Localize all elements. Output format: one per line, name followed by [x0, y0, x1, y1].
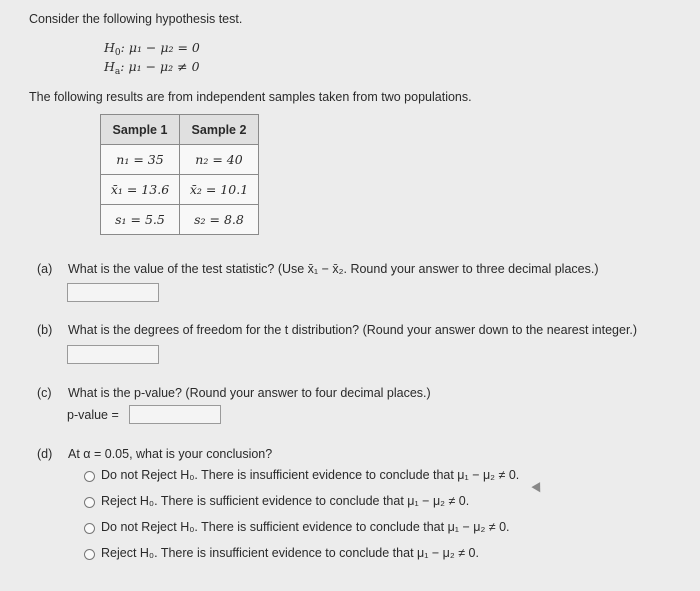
mouse-cursor-icon	[531, 482, 544, 495]
alt-hypothesis-expr: : μ₁ − μ₂ ≠ 0	[120, 59, 200, 74]
part-b-letter: (b)	[37, 323, 53, 337]
option-1-label[interactable]: Do not Reject H₀. There is insufficient evidence to conclude that μ₁ − μ₂ ≠ 0.	[101, 468, 520, 482]
header-sample-2: Sample 2	[180, 115, 259, 145]
cell-s2: s₂ = 8.8	[180, 205, 259, 235]
radio-option-3[interactable]	[84, 523, 95, 534]
option-4-label[interactable]: Reject H₀. There is insufficient evidence to conclude that μ₁ − μ₂ ≠ 0.	[101, 546, 479, 560]
cell-n2: n₂ = 40	[180, 145, 259, 175]
part-c-letter: (c)	[37, 386, 52, 400]
cell-x2: x̄₂ = 10.1	[180, 175, 259, 205]
part-b-question: What is the degrees of freedom for the t distribution? (Round your answer down to the nearest integer.)	[68, 323, 638, 337]
header-sample-1: Sample 1	[101, 115, 180, 145]
cell-x1: x̄₁ = 13.6	[101, 175, 180, 205]
cell-n1: n₁ = 35	[101, 145, 180, 175]
option-2-label[interactable]: Reject H₀. There is sufficient evidence to conclude that μ₁ − μ₂ ≠ 0.	[101, 494, 470, 508]
cell-s1: s₁ = 5.5	[101, 205, 180, 235]
p-value-label: p-value =	[67, 408, 119, 422]
samples-intro-text: The following results are from independent samples taken from two populations.	[29, 90, 472, 104]
radio-option-2[interactable]	[84, 497, 95, 508]
null-hypothesis-expr: : μ₁ − μ₂ = 0	[120, 40, 200, 55]
table-header-row	[101, 115, 259, 145]
radio-option-1[interactable]	[84, 471, 95, 482]
null-hypothesis	[104, 40, 200, 58]
null-hypothesis-sub: 0	[114, 48, 121, 58]
table-row	[101, 175, 259, 205]
option-3-label[interactable]: Do not Reject H₀. There is sufficient evidence to conclude that μ₁ − μ₂ ≠ 0.	[101, 520, 510, 534]
samples-table	[100, 114, 259, 235]
alt-hypothesis-symbol: H	[104, 59, 115, 74]
intro-text: Consider the following hypothesis test.	[29, 12, 243, 26]
part-d-letter: (d)	[37, 447, 53, 461]
null-hypothesis-symbol: H	[104, 40, 115, 55]
table-row	[101, 145, 259, 175]
table-row	[101, 205, 259, 235]
part-a-letter: (a)	[37, 262, 53, 276]
degrees-of-freedom-input[interactable]	[67, 345, 159, 364]
test-statistic-input[interactable]	[67, 283, 159, 302]
alternative-hypothesis	[104, 59, 200, 77]
part-a-question: What is the value of the test statistic? (Use x̄₁ − x̄₂. Round your answer to three decimal places.)	[68, 262, 599, 276]
radio-option-4[interactable]	[84, 549, 95, 560]
p-value-input[interactable]	[129, 405, 221, 424]
part-c-question: What is the p-value? (Round your answer to four decimal places.)	[68, 386, 431, 400]
part-d-question: At α = 0.05, what is your conclusion?	[68, 447, 273, 461]
alt-hypothesis-sub: a	[114, 67, 121, 77]
